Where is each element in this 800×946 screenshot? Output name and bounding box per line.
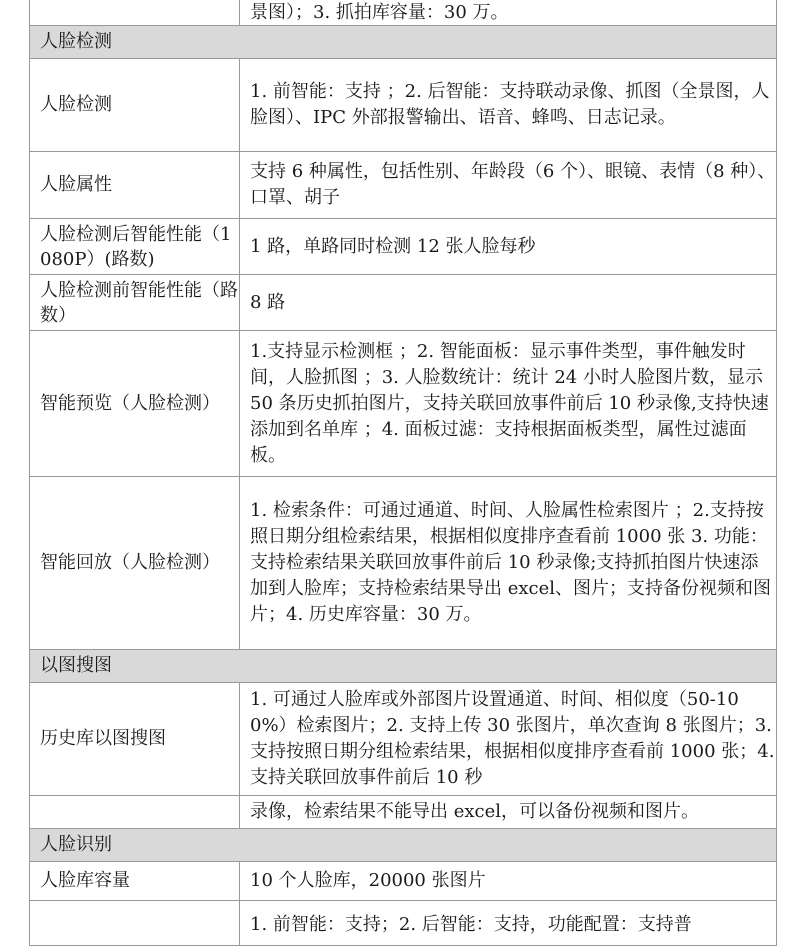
row-value: 景图）；3. 抓拍库容量：30 万。	[240, 0, 777, 26]
row-value-continued: 录像，检索结果不能导出 excel，可以备份视频和图片。	[240, 796, 777, 829]
table-row	[30, 477, 777, 650]
row-label: 智能预览（人脸检测）	[30, 331, 240, 477]
table-row	[30, 901, 777, 946]
row-value: 支持 6 种属性，包括性别、年龄段（6 个）、眼镜、表情（8 种）、口罩、胡子	[240, 152, 777, 219]
row-value: 1 路，单路同时检测 12 张人脸每秒	[240, 219, 777, 275]
row-value: 1. 前智能：支持；2. 后智能：支持，功能配置：支持普	[240, 901, 777, 946]
row-label: 人脸库容量	[30, 862, 240, 901]
row-value: 1. 检索条件：可通过通道、时间、人脸属性检索图片 ；2.支持按照日期分组检索结果，根据相似度排序查看前 1000 张 3. 功能：支持检索结果关联回放事件前后 10 秒录像;支持抓拍图片快速添加到人脸库；支持检索结果导出 excel、图片；支持备份视频和图片；4. 历史库容量：30 万。	[240, 477, 777, 650]
row-label: 智能回放（人脸检测）	[30, 477, 240, 650]
row-label: 人脸检测前智能性能（路数）	[30, 275, 240, 331]
row-label: 人脸检测后智能性能（1080P）(路数)	[30, 219, 240, 275]
section-header-row	[30, 650, 777, 683]
section-title: 以图搜图	[30, 650, 777, 683]
table-row	[30, 862, 777, 901]
section-header-row	[30, 829, 777, 862]
row-label	[30, 0, 240, 26]
row-label	[30, 796, 240, 829]
table-row	[30, 219, 777, 275]
row-label: 人脸属性	[30, 152, 240, 219]
row-value: 1.支持显示检测框 ；2. 智能面板：显示事件类型，事件触发时间，人脸抓图 ；3. 人脸数统计：统计 24 小时人脸图片数，显示 50 条历史抓拍图片，支持关联回放事件前后 10 秒录像,支持快速添加到名单库 ；4. 面板过滤：支持根据面板类型，属性过滤面板。	[240, 331, 777, 477]
row-value: 1. 前智能：支持 ；2. 后智能：支持联动录像、抓图（全景图，人脸图）、IPC 外部报警输出、语音、蜂鸣、日志记录。	[240, 59, 777, 152]
row-label	[30, 901, 240, 946]
table-row	[30, 275, 777, 331]
section-title: 人脸识别	[30, 829, 777, 862]
table-row	[30, 0, 777, 26]
table-row	[30, 683, 777, 796]
row-value: 10 个人脸库，20000 张图片	[240, 862, 777, 901]
table-row	[30, 331, 777, 477]
spec-table-container	[29, 0, 776, 946]
row-value: 1. 可通过人脸库或外部图片设置通道、时间、相似度（50-100%）检索图片；2. 支持上传 30 张图片，单次查询 8 张图片；3. 支持按照日期分组检索结果，根据相似度排序查看前 1000 张；4. 支持关联回放事件前后 10 秒	[240, 683, 777, 796]
spec-table	[29, 0, 777, 946]
section-header-row	[30, 26, 777, 59]
section-title: 人脸检测	[30, 26, 777, 59]
row-label: 历史库以图搜图	[30, 683, 240, 796]
table-row	[30, 152, 777, 219]
row-label: 人脸检测	[30, 59, 240, 152]
table-row	[30, 59, 777, 152]
table-row	[30, 796, 777, 829]
row-value: 8 路	[240, 275, 777, 331]
